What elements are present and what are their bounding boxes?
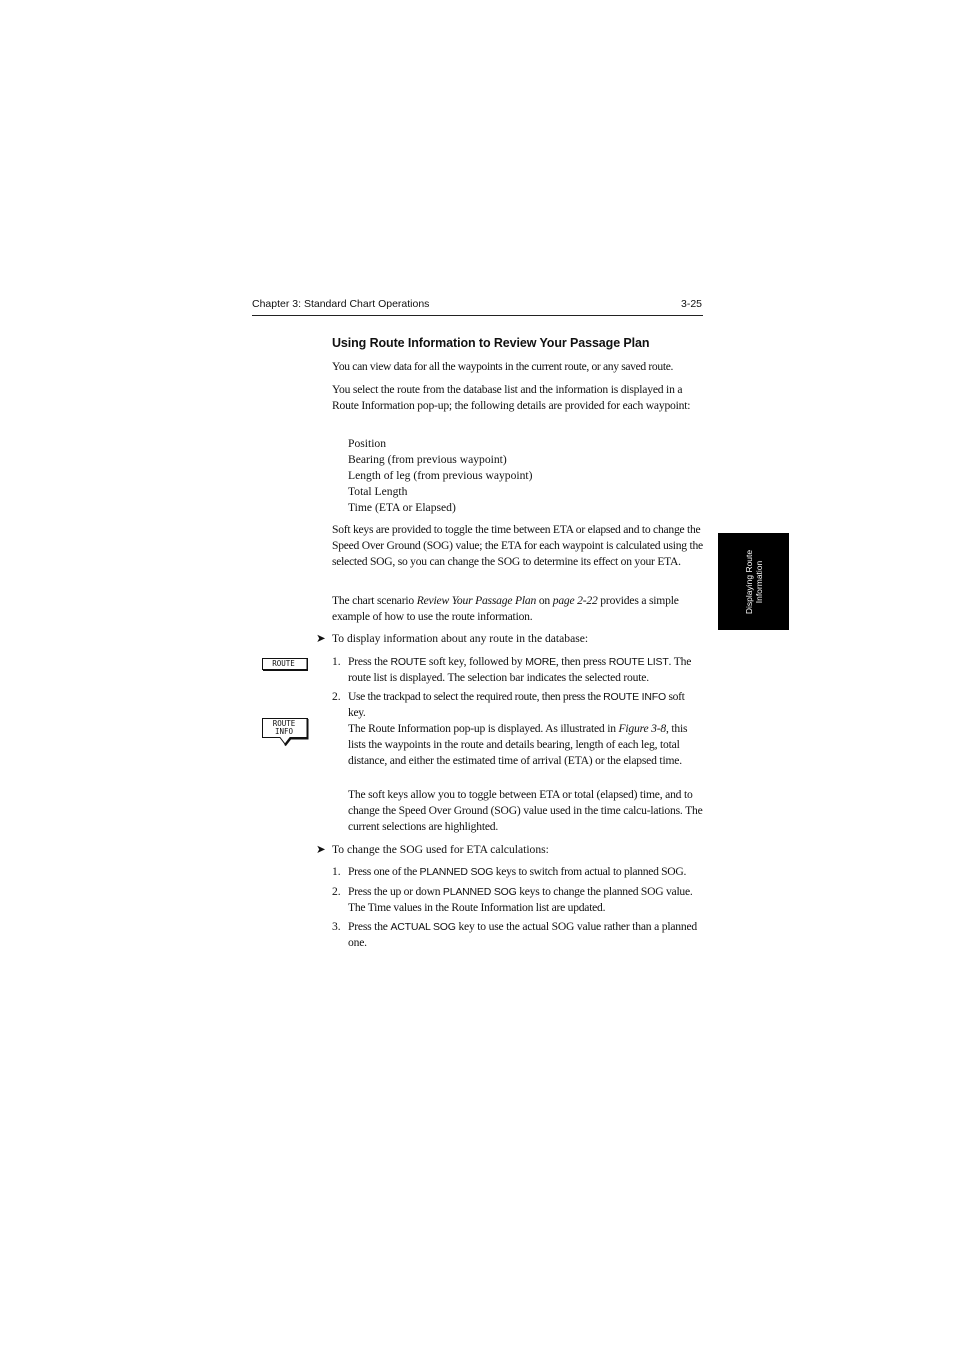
procedure1-step1: Press the ROUTE soft key, followed by MORE, then press ROUTE LIST. The route list is displayed. The selection bar indicates the selected route. [348, 655, 692, 684]
detail-item: Length of leg (from previous waypoint) [348, 469, 533, 482]
page-number: 3-25 [681, 298, 703, 310]
header-rule [252, 315, 703, 316]
step-number: 1. [332, 865, 341, 878]
step-number: 2. [332, 885, 341, 898]
route-softkey-icon: ROUTE [261, 657, 308, 671]
route-info-softkey-icon: ROUTE INFO [261, 717, 309, 747]
paragraph-select-route: You select the route from the database list and the information is displayed in a Route Information pop-up; the following details are provided for each waypoint: [332, 383, 691, 412]
paragraph-intro: You can view data for all the waypoints in the current route, or any saved route. [332, 360, 674, 373]
softkey-label-actual-sog: ACTUAL SOG [390, 921, 456, 933]
procedure-intro: To change the SOG used for ETA calculations: [332, 843, 549, 856]
paragraph-chart-scenario: The chart scenario Review Your Passage Plan on page 2-22 provides a simple example of how to use the route information. [332, 594, 679, 623]
softkey-label-planned-sog: PLANNED SOG [442, 886, 517, 898]
procedure1-step2-softkeys: The soft keys allow you to toggle between ETA or total (elapsed) time, and to change the Speed Over Ground (SOG) value used in the time calcu-lations. The current selections are highlighted. [348, 788, 703, 833]
section-side-tab [718, 533, 789, 630]
detail-item: Position [348, 437, 387, 450]
scenario-title: Review Your Passage Plan [416, 594, 537, 607]
softkey-label-route-list: ROUTE LIST [608, 656, 669, 668]
side-tab-line2: Information [753, 560, 764, 603]
procedure-arrow-icon: ➤ [316, 843, 326, 856]
softkey-label-more: MORE [525, 656, 556, 668]
procedure1-step2-detail: The Route Information pop-up is displayed. As illustrated in Figure 3-8, this lists the waypoints in the route and details bearing, length of each leg, total distance, and either the estimated time of arrival (ETA) or the elapsed time. [348, 722, 688, 767]
procedure-intro: To display information about any route in the database: [332, 632, 589, 645]
softkey-label-planned-sog: PLANNED SOG [419, 866, 494, 878]
procedure1-step2: Use the trackpad to select the required route, then press the ROUTE INFO soft key. [348, 690, 685, 719]
detail-item: Time (ETA or Elapsed) [348, 501, 456, 514]
step-number: 2. [332, 690, 341, 703]
procedure2-step3: Press the ACTUAL SOG key to use the actual SOG value rather than a planned one. [348, 920, 698, 949]
step-number: 3. [332, 920, 341, 933]
procedure-arrow-icon: ➤ [316, 632, 326, 645]
waypoint-details-list [348, 436, 533, 516]
softkey-label-route: ROUTE [390, 656, 427, 668]
running-header-chapter: Chapter 3: Standard Chart Operations [252, 298, 430, 310]
softkey-label-route-info: ROUTE INFO [603, 691, 666, 703]
procedure2-step2: Press the up or down PLANNED SOG keys to change the planned SOG value. The Time values in the Route Information list are updated. [348, 885, 693, 914]
side-tab-line1: Displaying Route [743, 549, 754, 614]
figure-reference-link: Figure 3-8 [618, 722, 667, 735]
paragraph-soft-keys: Soft keys are provided to toggle the time between ETA or elapsed and to change the Speed Over Ground (SOG) value; the ETA for each waypoint is calculated using the selected SOG, so you can change the SOG to determine its effect on your ETA. [332, 523, 703, 568]
detail-item: Bearing (from previous waypoint) [348, 453, 507, 466]
page-reference-link: page 2-22 [552, 594, 598, 607]
step-number: 1. [332, 655, 341, 668]
detail-item: Total Length [348, 485, 408, 498]
procedure2-step1: Press one of the PLANNED SOG keys to switch from actual to planned SOG. [348, 865, 687, 878]
section-heading: Using Route Information to Review Your Passage Plan [332, 336, 650, 350]
